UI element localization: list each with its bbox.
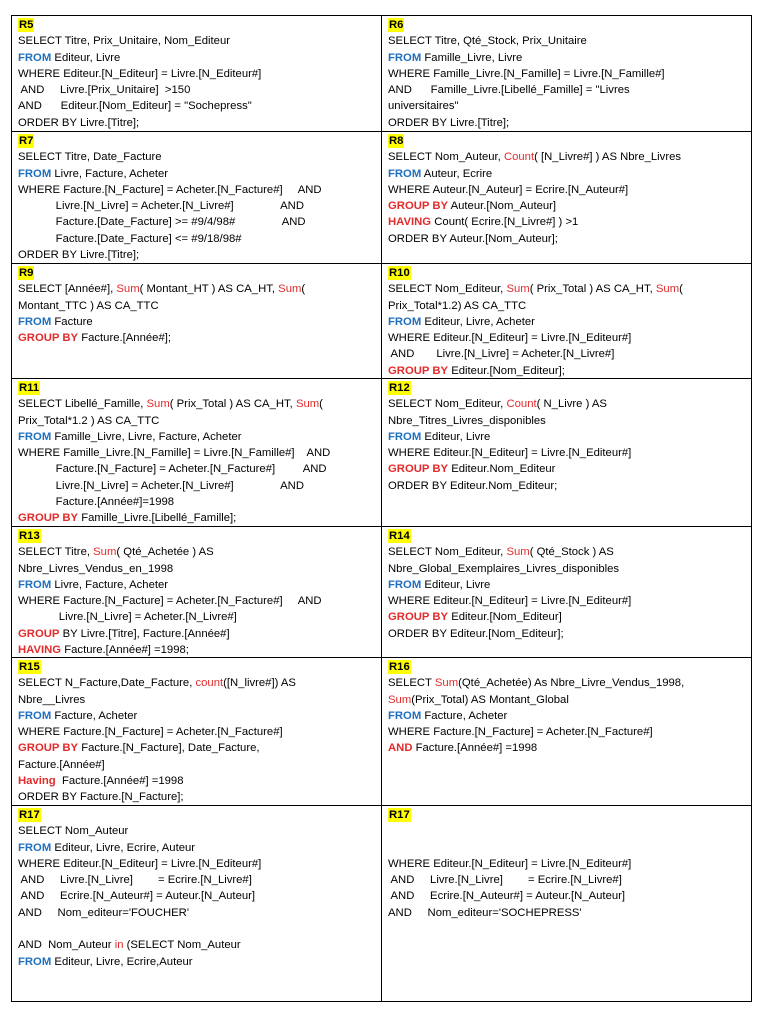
sql-line — [388, 214, 746, 230]
sql-line — [18, 544, 376, 560]
sql-text: SELECT Titre, Date_Facture — [18, 151, 162, 164]
sql-keyword: Sum — [93, 546, 117, 559]
sql-text: Facture — [51, 315, 93, 328]
sql-text: (SELECT Nom_Auteur — [123, 939, 241, 952]
sql-line — [388, 740, 746, 756]
sql-line — [18, 98, 376, 114]
query-id-label: R7 — [19, 135, 34, 147]
sql-line — [18, 789, 376, 805]
sql-text: Editeur, Livre, Acheter — [421, 315, 535, 328]
sql-text: Facture.[Année#]=1998 — [18, 496, 175, 509]
sql-text: ( — [301, 283, 306, 296]
sql-text: AND Livre.[N_Livre] = Ecrire.[N_Livre#] — [388, 874, 622, 887]
sql-text: SELECT — [388, 677, 435, 690]
sql-text: SELECT Titre, Qté_Stock, Prix_Unitaire — [388, 35, 587, 48]
query-id-label: R12 — [389, 382, 410, 394]
sql-line — [18, 609, 376, 625]
query-cell — [12, 132, 382, 264]
sql-line — [388, 413, 746, 429]
sql-text: WHERE Facture.[N_Facture] = Acheter.[N_Facture#] — [388, 726, 653, 739]
sql-keyword: Sum — [146, 398, 170, 411]
sql-keyword: count — [195, 677, 224, 690]
sql-keyword: Sum — [278, 283, 302, 296]
sql-text: Facture.[Année#] =1998; — [61, 644, 189, 657]
sql-text: ( — [319, 398, 323, 411]
sql-keyword: GROUP BY — [388, 463, 449, 476]
sql-text: Prix_Total*1.2) AS CA_TTC — [388, 299, 527, 312]
sql-text: ( Prix_Total ) AS CA_HT, — [529, 283, 656, 296]
sql-keyword: FROM — [18, 51, 52, 64]
sql-line — [388, 298, 746, 314]
sql-line — [388, 840, 746, 856]
sql-line — [18, 872, 376, 888]
sql-line — [388, 905, 746, 921]
sql-line — [18, 33, 376, 49]
query-cell — [382, 132, 751, 264]
sql-text: WHERE Facture.[N_Facture] = Acheter.[N_Facture#] AND — [18, 595, 322, 608]
sql-line — [388, 823, 746, 839]
sql-text: SELECT [Année#], — [18, 283, 117, 296]
query-id-label: R14 — [389, 530, 410, 542]
sql-text: ORDER BY Auteur.[Nom_Auteur]; — [388, 232, 558, 245]
sql-keyword: FROM — [18, 167, 52, 180]
sql-keyword: FROM — [18, 430, 52, 443]
sql-text: universitaires" — [388, 100, 459, 113]
sql-text: Nbre__Livres — [18, 693, 86, 706]
sql-keyword: FROM — [388, 167, 422, 180]
sql-line — [18, 888, 376, 904]
query-cell — [12, 806, 382, 1001]
sql-line — [18, 626, 376, 642]
sql-line — [388, 98, 746, 114]
sql-text: Auteur.[Nom_Auteur] — [448, 200, 557, 213]
sql-text: AND Ecrire.[N_Auteur#] = Auteur.[N_Auteur] — [18, 890, 256, 903]
sql-line — [18, 561, 376, 577]
sql-text: WHERE Facture.[N_Facture] = Acheter.[N_Facture#] — [18, 726, 283, 739]
sql-line — [18, 642, 376, 658]
query-id-label: R17 — [389, 809, 410, 821]
sql-line — [18, 577, 376, 593]
sql-line — [18, 247, 376, 263]
query-id-label: R9 — [19, 267, 34, 279]
sql-text: SELECT Libellé_Famille, — [18, 398, 147, 411]
sql-line — [388, 724, 746, 740]
sql-text: Livre, Facture, Acheter — [51, 167, 169, 180]
sql-line — [18, 149, 376, 165]
sql-text: WHERE Editeur.[N_Editeur] = Livre.[N_Editeur#] — [18, 67, 262, 80]
sql-text: Famille_Livre, Livre, Facture, Acheter — [51, 430, 242, 443]
sql-keyword: GROUP BY — [388, 611, 449, 624]
sql-line — [18, 281, 376, 297]
sql-text: WHERE Auteur.[N_Auteur] = Ecrire.[N_Auteur#] — [388, 183, 629, 196]
sql-line — [388, 461, 746, 477]
sql-line — [18, 413, 376, 429]
sql-text: WHERE Facture.[N_Facture] = Acheter.[N_Facture#] AND — [18, 183, 322, 196]
sql-line — [18, 298, 376, 314]
sql-line — [18, 954, 376, 970]
sql-text: AND Nom_editeur='FOUCHER' — [18, 906, 189, 919]
sql-keyword: GROUP BY — [18, 332, 79, 345]
sql-keyword: Sum — [434, 677, 459, 690]
sql-keyword: HAVING — [388, 216, 432, 229]
sql-keyword: GROUP BY — [18, 512, 79, 525]
sql-line — [18, 840, 376, 856]
sql-line — [388, 445, 746, 461]
sql-keyword: HAVING — [18, 644, 62, 657]
sql-text: ( [N_Livre#] ) AS Nbre_Livres — [534, 151, 682, 164]
sql-line — [18, 66, 376, 82]
sql-line — [18, 510, 376, 526]
sql-line — [388, 314, 746, 330]
sql-line — [18, 675, 376, 691]
sql-text: Facture.[N_Facture] = Acheter.[N_Facture#] AND — [18, 463, 327, 476]
sql-text: Editeur.[Nom_Editeur] — [448, 611, 562, 624]
query-id-label: R6 — [389, 19, 404, 31]
sql-text: ( Qté_Stock ) AS — [529, 546, 614, 559]
sql-keyword: Sum — [388, 693, 412, 706]
sql-keyword: FROM — [388, 430, 422, 443]
sql-text: WHERE Editeur.[N_Editeur] = Livre.[N_Editeur#] — [388, 857, 632, 870]
sql-text: Nbre_Global_Exemplaires_Livres_disponibles — [388, 562, 620, 575]
sql-keyword: FROM — [388, 51, 422, 64]
sql-text: SELECT Nom_Auteur — [18, 825, 129, 838]
sql-line — [18, 330, 376, 346]
sql-text: Facture, Acheter — [51, 709, 138, 722]
sql-line — [388, 363, 746, 379]
sql-text: ( Qté_Achetée ) AS — [116, 546, 214, 559]
sql-text: Editeur.Nom_Editeur — [448, 463, 556, 476]
sql-text: WHERE Famille_Livre.[N_Famille] = Livre.[N_Famille#] AND — [18, 447, 331, 460]
sql-text: SELECT Titre, — [18, 546, 94, 559]
sql-text: ORDER BY Livre.[Titre]; — [18, 116, 140, 129]
sql-text: Facture.[Année#] =1998 — [412, 742, 538, 755]
sql-text: AND Livre.[N_Livre] = Ecrire.[N_Livre#] — [18, 874, 252, 887]
sql-keyword: FROM — [18, 578, 52, 591]
sql-text: Facture.[Année#]; — [78, 332, 172, 345]
sql-text: BY Livre.[Titre], Facture.[Année#] — [59, 627, 230, 640]
sql-line — [18, 823, 376, 839]
sql-line — [388, 577, 746, 593]
sql-line — [18, 396, 376, 412]
sql-text: WHERE Editeur.[N_Editeur] = Livre.[N_Editeur#] — [388, 447, 632, 460]
sql-queries-table — [11, 15, 752, 1002]
sql-text: Editeur, Livre — [51, 51, 121, 64]
query-cell — [12, 658, 382, 806]
sql-text: ORDER BY Facture.[N_Facture]; — [18, 791, 184, 804]
sql-line — [18, 757, 376, 773]
sql-line — [18, 921, 376, 937]
query-cell — [382, 16, 751, 132]
sql-text: ORDER BY Livre.[Titre]; — [18, 249, 140, 262]
sql-text: ( — [679, 283, 683, 296]
sql-text: SELECT Titre, Prix_Unitaire, Nom_Editeur — [18, 35, 230, 48]
query-cell — [382, 658, 751, 806]
sql-text: Editeur, Livre — [421, 430, 491, 443]
sql-keyword: FROM — [18, 955, 52, 968]
sql-line — [18, 198, 376, 214]
sql-line — [388, 66, 746, 82]
sql-text: WHERE Editeur.[N_Editeur] = Livre.[N_Editeur#] — [388, 595, 632, 608]
query-id-label: R10 — [389, 267, 410, 279]
sql-line — [388, 346, 746, 362]
sql-line — [388, 593, 746, 609]
sql-text: Editeur, Livre, Ecrire, Auteur — [51, 841, 196, 854]
sql-text: Facture.[Année#] — [18, 758, 105, 771]
sql-line — [18, 445, 376, 461]
query-id-label: R15 — [19, 661, 40, 673]
sql-keyword: FROM — [388, 578, 422, 591]
sql-line — [388, 872, 746, 888]
sql-keyword: Count — [503, 151, 535, 164]
sql-keyword: FROM — [18, 315, 52, 328]
sql-line — [388, 182, 746, 198]
sql-keyword: Sum — [295, 398, 320, 411]
sql-line — [18, 708, 376, 724]
query-cell — [12, 16, 382, 132]
sql-line — [18, 724, 376, 740]
sql-text: (Qté_Achetée) As Nbre_Livre_Vendus_1998, — [458, 677, 685, 690]
sql-line — [18, 593, 376, 609]
sql-line — [388, 231, 746, 247]
sql-text: Facture.[Date_Facture] >= #9/4/98# AND — [18, 216, 306, 229]
sql-keyword: GROUP BY — [388, 200, 449, 213]
sql-line — [388, 609, 746, 625]
sql-line — [18, 461, 376, 477]
sql-line — [388, 149, 746, 165]
sql-line — [388, 478, 746, 494]
sql-line — [18, 182, 376, 198]
query-cell — [382, 379, 751, 527]
sql-line — [388, 675, 746, 691]
sql-line — [18, 773, 376, 789]
query-cell — [12, 264, 382, 379]
sql-line — [388, 33, 746, 49]
sql-text: Auteur, Ecrire — [421, 167, 493, 180]
sql-line — [18, 314, 376, 330]
sql-text: Livre, Facture, Acheter — [51, 578, 169, 591]
sql-line — [388, 166, 746, 182]
query-cell — [382, 806, 751, 1001]
sql-keyword: GROUP BY — [388, 364, 449, 377]
sql-text: SELECT N_Facture,Date_Facture, — [18, 677, 196, 690]
sql-line — [18, 214, 376, 230]
sql-text: Facture.[N_Facture], Date_Facture, — [78, 742, 260, 755]
sql-text: AND Livre.[N_Livre] = Acheter.[N_Livre#] — [388, 348, 615, 361]
sql-line — [388, 888, 746, 904]
sql-keyword: Sum — [506, 283, 530, 296]
sql-line — [388, 856, 746, 872]
sql-text: SELECT Nom_Auteur, — [388, 151, 504, 164]
sql-keyword: FROM — [18, 841, 52, 854]
sql-line — [18, 231, 376, 247]
sql-keyword: GROUP BY — [18, 742, 79, 755]
sql-line — [388, 708, 746, 724]
sql-text: Facture.[Date_Facture] <= #9/18/98# — [18, 232, 242, 245]
sql-line — [18, 494, 376, 510]
query-id-label: R13 — [19, 530, 40, 542]
sql-text: SELECT Nom_Editeur, — [388, 546, 507, 559]
sql-line — [18, 82, 376, 98]
sql-line — [388, 429, 746, 445]
sql-line — [18, 740, 376, 756]
sql-text: Prix_Total*1.2 ) AS CA_TTC — [18, 414, 160, 427]
sql-text: Livre.[N_Livre] = Acheter.[N_Livre#] — [18, 611, 237, 624]
sql-keyword: Sum — [116, 283, 140, 296]
sql-keyword: GROUP — [18, 627, 60, 640]
sql-text: ( Montant_HT ) AS CA_HT, — [139, 283, 279, 296]
sql-text: ORDER BY Livre.[Titre]; — [388, 116, 510, 129]
sql-line — [388, 82, 746, 98]
sql-line — [18, 692, 376, 708]
sql-keyword: Sum — [655, 283, 680, 296]
sql-text: ([N_livre#]) AS — [223, 677, 296, 690]
sql-text: AND Ecrire.[N_Auteur#] = Auteur.[N_Auteur] — [388, 890, 626, 903]
sql-text: AND Famille_Livre.[Libellé_Famille] = "Livres — [388, 84, 630, 97]
sql-text: WHERE Famille_Livre.[N_Famille] = Livre.[N_Famille#] — [388, 67, 665, 80]
sql-line — [18, 478, 376, 494]
sql-line — [18, 115, 376, 131]
sql-text: Livre.[N_Livre] = Acheter.[N_Livre#] AND — [18, 479, 304, 492]
sql-keyword: FROM — [388, 709, 422, 722]
sql-line — [388, 396, 746, 412]
sql-text: Editeur.[Nom_Editeur]; — [448, 364, 565, 377]
sql-text: (Prix_Total) AS Montant_Global — [411, 693, 569, 706]
sql-line — [388, 198, 746, 214]
sql-line — [388, 330, 746, 346]
sql-line — [388, 561, 746, 577]
query-id-label: R5 — [19, 19, 34, 31]
sql-text: WHERE Editeur.[N_Editeur] = Livre.[N_Editeur#] — [388, 332, 632, 345]
sql-text: WHERE Editeur.[N_Editeur] = Livre.[N_Editeur#] — [18, 857, 262, 870]
sql-text: Famille_Livre.[Libellé_Famille]; — [78, 512, 237, 525]
query-id-label: R16 — [389, 661, 410, 673]
sql-line — [18, 905, 376, 921]
sql-line — [18, 50, 376, 66]
sql-text: AND Nom_Auteur — [18, 939, 115, 952]
sql-line — [388, 281, 746, 297]
sql-text: Facture.[Année#] =1998 — [55, 775, 184, 788]
query-cell — [382, 264, 751, 379]
sql-text: AND Editeur.[Nom_Editeur] = "Sochepress" — [18, 100, 252, 113]
sql-text: ORDER BY Editeur.Nom_Editeur; — [388, 479, 558, 492]
sql-text: Nbre_Titres_Livres_disponibles — [388, 414, 546, 427]
sql-line — [18, 937, 376, 953]
sql-keyword: FROM — [18, 709, 52, 722]
sql-text: Nbre_Livres_Vendus_en_1998 — [18, 562, 174, 575]
sql-text: Livre.[N_Livre] = Acheter.[N_Livre#] AND — [18, 200, 304, 213]
sql-line — [388, 115, 746, 131]
query-id-label: R17 — [19, 809, 40, 821]
sql-text: Editeur, Livre — [421, 578, 491, 591]
sql-line — [388, 692, 746, 708]
query-cell — [12, 527, 382, 658]
sql-line — [388, 626, 746, 642]
query-cell — [382, 527, 751, 658]
sql-line — [18, 429, 376, 445]
sql-text: SELECT Nom_Editeur, — [388, 283, 507, 296]
sql-text: Count( Ecrire.[N_Livre#] ) >1 — [431, 216, 579, 229]
sql-line — [18, 856, 376, 872]
sql-text: AND Nom_editeur='SOCHEPRESS' — [388, 906, 582, 919]
sql-text: ( Prix_Total ) AS CA_HT, — [169, 398, 296, 411]
sql-keyword: Sum — [506, 546, 530, 559]
sql-text: AND Livre.[Prix_Unitaire] >150 — [18, 84, 191, 97]
sql-keyword: Having — [18, 775, 56, 788]
query-cell — [12, 379, 382, 527]
sql-line — [18, 166, 376, 182]
sql-keyword: FROM — [388, 315, 422, 328]
sql-text: ( N_Livre ) AS — [536, 398, 607, 411]
sql-keyword: Count — [506, 398, 537, 411]
sql-line — [388, 544, 746, 560]
sql-keyword: AND — [388, 742, 413, 755]
query-id-label: R11 — [19, 382, 40, 394]
sql-keyword: in — [114, 939, 124, 952]
sql-text: SELECT Nom_Editeur, — [388, 398, 507, 411]
sql-text: Montant_TTC ) AS CA_TTC — [18, 299, 159, 312]
query-id-label: R8 — [389, 135, 404, 147]
sql-text: Editeur, Livre, Ecrire,Auteur — [51, 955, 193, 968]
sql-line — [388, 50, 746, 66]
sql-text: ORDER BY Editeur.[Nom_Editeur]; — [388, 627, 564, 640]
sql-text: Facture, Acheter — [421, 709, 508, 722]
sql-text: Famille_Livre, Livre — [421, 51, 523, 64]
